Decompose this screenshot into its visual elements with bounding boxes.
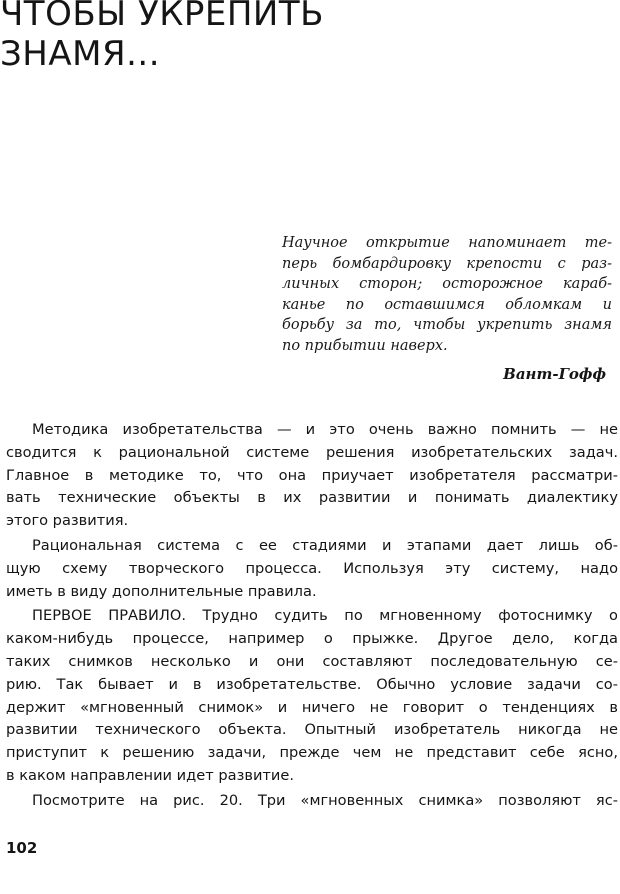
body-text	[0, 419, 618, 813]
epigraph-line: перь бомбардировку крепости с раз-	[282, 255, 612, 272]
epigraph-author: Вант-Гофф	[503, 365, 606, 383]
page-number: 102	[6, 839, 38, 857]
paragraph-line: развитии технического объекта. Опытный изобретатель никогда не	[6, 721, 618, 739]
chapter-title	[0, 0, 324, 74]
paragraph-line: приступит к решению задачи, прежде чем не представит себе ясно,	[6, 744, 618, 762]
paragraph-line: вать технические объекты в их развитии и понимать диалектику	[6, 489, 618, 507]
chapter-title-line-2: ЗНАМЯ...	[0, 34, 161, 74]
paragraph-line: в каком направлении идет развитие.	[6, 766, 295, 784]
epigraph-line: по прибытии наверх.	[282, 337, 448, 354]
paragraph-line: щую схему творческого процесса. Используя эту систему, надо	[6, 559, 618, 577]
epigraph-line: личных сторон; осторожное караб-	[282, 276, 612, 292]
paragraph-line: Главное в методике то, что она приучает изобретателя рассматри-	[6, 466, 618, 484]
paragraph-line: Посмотрите на рис. 20. Три «мгновенных снимка» позволяют яс-	[32, 791, 618, 809]
epigraph-line: борьбу за то, чтобы укрепить знамя	[282, 317, 612, 333]
chapter-title-line-1: ЧТОБЫ УКРЕПИТЬ	[0, 0, 324, 34]
epigraph-line: канье по оставшимся обломкам и	[282, 296, 612, 313]
paragraph-line: таких снимков несколько и они составляют последовательную се-	[6, 652, 618, 670]
paragraph-line: каком-нибудь процессе, например о прыжке. Другое дело, когда	[6, 630, 618, 648]
paragraph-line: этого развития.	[6, 512, 129, 530]
paragraph-line: иметь в виду дополнительные правила.	[6, 582, 317, 600]
paragraph-line: Методика изобретательства — и это очень важно помнить — не	[32, 421, 618, 438]
paragraph-line: держит «мгновенный снимок» и ничего не говорит о тенденциях в	[6, 698, 618, 716]
paragraph-line: Рациональная система с ее стадиями и этапами дает лишь об-	[32, 536, 618, 554]
paragraph-line: ПЕРВОЕ ПРАВИЛО. Трудно судить по мгновенному фотоснимку о	[32, 607, 618, 625]
paragraph-line: рию. Так бывает и в изобретательстве. Обычно условие задачи со-	[6, 675, 618, 693]
paragraph-line: сводится к рациональной системе решения изобретательских задач.	[6, 443, 618, 461]
epigraph-quote	[282, 233, 612, 356]
epigraph-line: Научное открытие напоминает те-	[282, 235, 612, 251]
